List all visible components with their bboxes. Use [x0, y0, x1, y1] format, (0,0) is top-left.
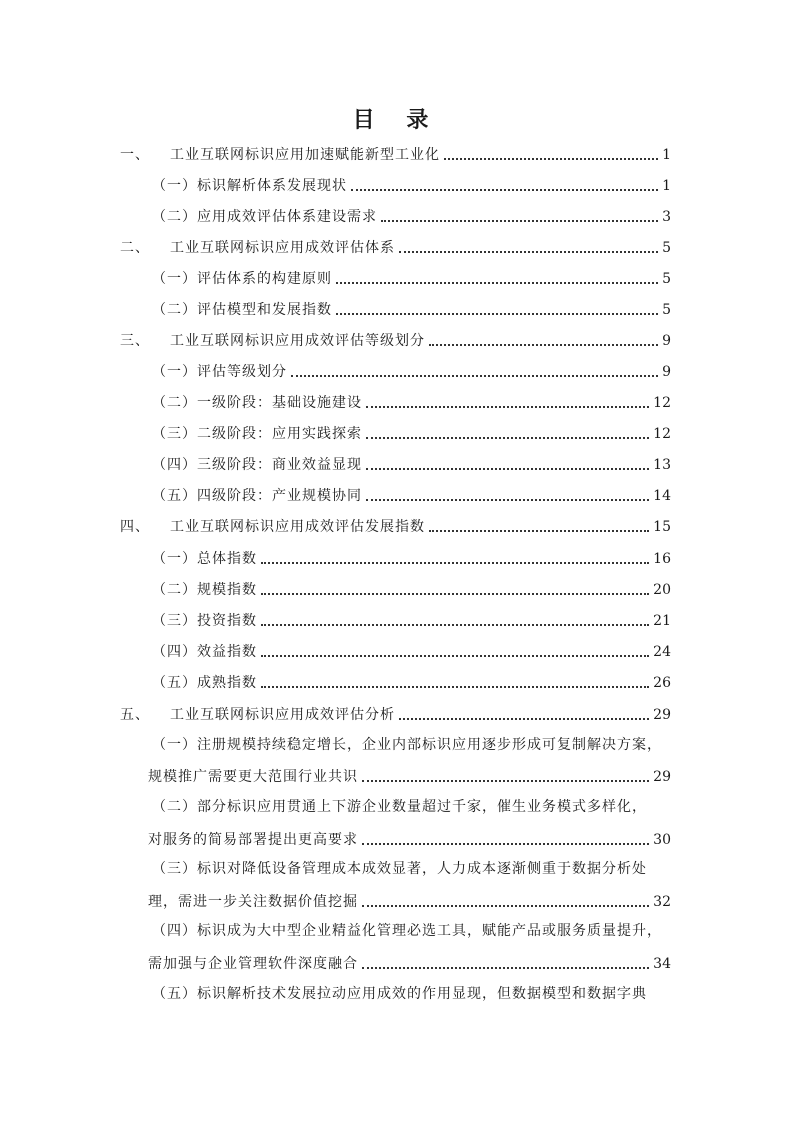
dot-leader: [261, 624, 649, 626]
toc-section[interactable]: [152, 575, 671, 599]
toc-page-number: 1: [662, 178, 671, 194]
toc-chapter-number: 三、: [120, 333, 150, 349]
toc-section[interactable]: [152, 388, 671, 412]
toc-chapter-number: 二、: [120, 240, 150, 256]
dot-leader: [366, 437, 649, 439]
dot-leader: [399, 718, 649, 720]
toc-section-title: （五）成熟指数: [152, 675, 257, 691]
page-title: 目 录: [352, 107, 441, 133]
toc-page-number: 5: [662, 271, 671, 287]
toc-section[interactable]: [152, 606, 671, 630]
toc-section[interactable]: [148, 762, 671, 786]
toc-page-number: 16: [653, 551, 671, 567]
toc-chapter-title: 工业互联网标识应用成效评估体系: [170, 240, 395, 256]
toc-chapter-title: 工业互联网标识应用成效评估分析: [170, 707, 395, 723]
toc-section-title: （五）四级阶段：产业规模协同: [152, 488, 362, 504]
toc-page-number: 32: [653, 894, 671, 910]
toc-section-title: （二）评估模型和发展指数: [152, 302, 332, 318]
toc-chapter[interactable]: [120, 700, 671, 724]
toc-page-number: 24: [653, 644, 671, 660]
toc-page-number: 20: [653, 582, 671, 598]
toc-section-title: （三）二级阶段：应用实践探索: [152, 426, 362, 442]
toc-chapter-title: 工业互联网标识应用加速赋能新型工业化: [170, 147, 440, 163]
toc-section-title: （三）投资指数: [152, 613, 257, 629]
toc-chapter-number: 五、: [120, 707, 150, 723]
toc-section-title: 需加强与企业管理软件深度融合: [148, 956, 358, 972]
dot-leader: [261, 655, 649, 657]
dot-leader: [366, 499, 649, 501]
toc-section-title: （一）标识解析体系发展现状: [152, 178, 347, 194]
toc-section-title: （一）总体指数: [152, 551, 257, 567]
toc-section[interactable]: [152, 171, 671, 195]
toc-page-number: 30: [653, 832, 671, 848]
toc-section-first-line[interactable]: （四）标识成为大中型企业精益化管理必选工具，赋能产品或服务质量提升，: [152, 923, 662, 939]
toc-section-first-line[interactable]: （一）注册规模持续稳定增长，企业内部标识应用逐步形成可复制解决方案，: [152, 737, 662, 753]
toc-section-title: 对服务的简易部署提出更高要求: [148, 832, 358, 848]
toc-page-number: 34: [653, 956, 671, 972]
dot-leader: [399, 251, 658, 253]
toc-section[interactable]: [152, 264, 671, 288]
toc-section-title: （四）效益指数: [152, 644, 257, 660]
dot-leader: [362, 905, 649, 907]
dot-leader: [444, 158, 658, 160]
toc-page-number: 9: [662, 333, 671, 349]
toc-chapter[interactable]: [120, 140, 671, 164]
toc-section-first-line[interactable]: （三）标识对降低设备管理成本成效显著，人力成本逐渐侧重于数据分析处: [152, 861, 647, 877]
dot-leader: [261, 686, 649, 688]
toc-section[interactable]: [148, 887, 671, 911]
dot-leader: [291, 375, 658, 377]
toc-section[interactable]: [148, 825, 671, 849]
dot-leader: [351, 189, 658, 191]
dot-leader: [261, 593, 649, 595]
toc-section[interactable]: [152, 419, 671, 443]
dot-leader: [362, 967, 649, 969]
toc-chapter[interactable]: [120, 512, 671, 536]
toc-section[interactable]: [152, 202, 671, 226]
toc-section-title: （四）三级阶段：商业效益显现: [152, 457, 362, 473]
toc-chapter-title: 工业互联网标识应用成效评估等级划分: [170, 333, 425, 349]
toc-page-number: 15: [653, 519, 671, 535]
toc-page-number: 21: [653, 613, 671, 629]
dot-leader: [336, 282, 658, 284]
toc-section-first-line[interactable]: （五）标识解析技术发展拉动应用成效的作用显现，但数据模型和数据字典: [152, 986, 647, 1002]
toc-section-title: （二）规模指数: [152, 582, 257, 598]
toc-section-title: 理，需进一步关注数据价值挖掘: [148, 894, 358, 910]
toc-chapter-number: 四、: [120, 519, 150, 535]
dot-leader: [362, 780, 649, 782]
dot-leader: [362, 843, 649, 845]
toc-section-title: （二）应用成效评估体系建设需求: [152, 209, 377, 225]
toc-page-number: 9: [662, 364, 671, 380]
toc-page-number: 29: [653, 769, 671, 785]
toc-section[interactable]: [152, 668, 671, 692]
toc-page-number: 5: [662, 302, 671, 318]
dot-leader: [429, 530, 649, 532]
toc-section-title: 规模推广需要更大范围行业共识: [148, 769, 358, 785]
toc-section[interactable]: [152, 357, 671, 381]
dot-leader: [429, 344, 658, 346]
toc-chapter[interactable]: [120, 233, 671, 257]
toc-page-number: 5: [662, 240, 671, 256]
dot-leader: [381, 220, 658, 222]
dot-leader: [336, 313, 658, 315]
toc-section-title: （一）评估体系的构建原则: [152, 271, 332, 287]
toc-page-number: 3: [662, 209, 671, 225]
toc-section-title: （二）一级阶段：基础设施建设: [152, 395, 362, 411]
dot-leader: [261, 562, 649, 564]
toc-section[interactable]: [152, 544, 671, 568]
toc-page-number: 29: [653, 707, 671, 723]
toc-section-title: （一）评估等级划分: [152, 364, 287, 380]
toc-page-number: 12: [653, 395, 671, 411]
toc-page-number: 1: [662, 147, 671, 163]
toc-page-number: 26: [653, 675, 671, 691]
toc-chapter[interactable]: [120, 326, 671, 350]
dot-leader: [366, 406, 649, 408]
toc-page-number: 12: [653, 426, 671, 442]
toc-section[interactable]: [152, 295, 671, 319]
toc-page-number: 14: [653, 488, 671, 504]
toc-page-number: 13: [653, 457, 671, 473]
toc-section[interactable]: [148, 949, 671, 973]
toc-section[interactable]: [152, 481, 671, 505]
dot-leader: [366, 468, 649, 470]
toc-chapter-title: 工业互联网标识应用成效评估发展指数: [170, 519, 425, 535]
toc-section[interactable]: [152, 450, 671, 474]
toc-chapter-number: 一、: [120, 147, 150, 163]
toc-section-first-line[interactable]: （二）部分标识应用贯通上下游企业数量超过千家，催生业务模式多样化，: [152, 799, 647, 815]
toc-section[interactable]: [152, 637, 671, 661]
